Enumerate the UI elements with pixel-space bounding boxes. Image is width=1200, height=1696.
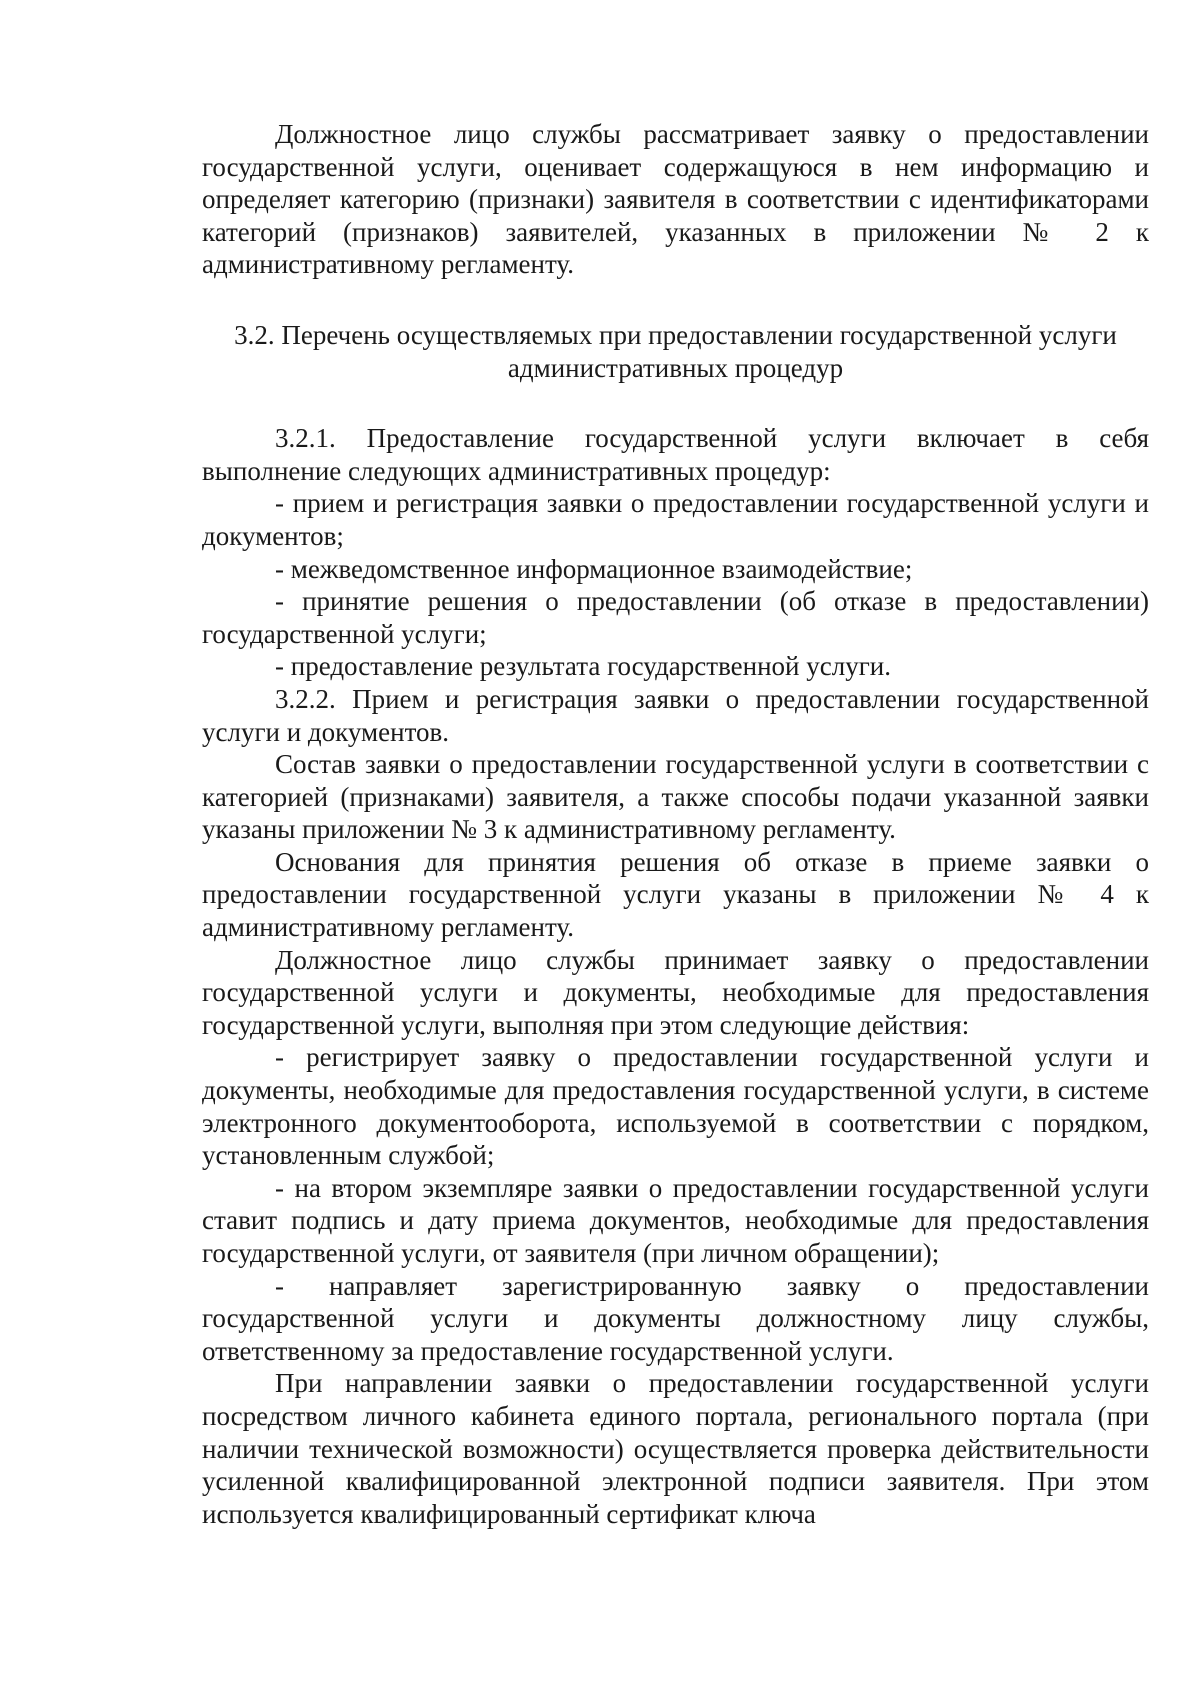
list-item-result: - предоставление результата государственной услуги.: [275, 651, 891, 682]
list-item-reception: - прием и регистрация заявки о предоставлении государственной услуги и документов;: [202, 488, 1149, 551]
list-item-decision: - принятие решения о предоставлении (об отказе в предоставлении) государственной услуги;: [202, 586, 1149, 649]
paragraph-official-accepts: Должностное лицо службы принимает заявку о предоставлении государственной услуги и документы, необходимые для предоставления государственной услуги, выполняя при этом следующие действия:: [202, 944, 1149, 1040]
list-item-signs-copy: - на втором экземпляре заявки о предоставлении государственной услуги ставит подпись и дату приема документов, необходимые для предоставления государственной услуги, от заявителя (при личном обращении);: [202, 1172, 1149, 1268]
list-item-interagency: - межведомственное информационное взаимодействие;: [275, 553, 913, 584]
list-item-forwards: - направляет зарегистрированную заявку о предоставлении государственной услуги и документы должностному лицу службы, ответственному за предоставление государственной услуги.: [202, 1270, 1149, 1366]
document-page: [202, 118, 1149, 1530]
paragraph-application-contents: Состав заявки о предоставлении государственной услуги в соответствии с категорией (признаками) заявителя, а также способы подачи указанной заявки указаны приложении № 3 к административному регламенту.: [202, 749, 1149, 845]
paragraph-3-2-1: 3.2.1. Предоставление государственной услуги включает в себя выполнение следующих административных процедур:: [202, 423, 1149, 486]
paragraph-3-2-2: 3.2.2. Прием и регистрация заявки о предоставлении государственной услуги и документов.: [202, 683, 1149, 747]
paragraph-electronic-submission: При направлении заявки о предоставлении государственной услуги посредством личного кабинета единого портала, регионального портала (при наличии технической возможности) осуществляется проверка действительности усиленной квалифицированной электронной подписи заявителя. При этом используется квалифицированный сертификат ключа: [202, 1368, 1149, 1529]
section-heading: 3.2. Перечень осуществляемых при предоставлении государственной услуги административных процедур: [234, 319, 1117, 383]
intro-paragraph: Должностное лицо службы рассматривает заявку о предоставлении государственной услуги, оценивает содержащуюся в нем информацию и определяет категорию (признаки) заявителя в соответствии с идентификаторами категорий (признаков) заявителей, указанных в приложении № 2 к административному регламенту.: [202, 119, 1149, 280]
paragraph-refusal-grounds: Основания для принятия решения об отказе в приеме заявки о предоставлении государственной услуги указаны в приложении № 4 к административному регламенту.: [202, 846, 1149, 943]
list-item-registers: - регистрирует заявку о предоставлении государственной услуги и документы, необходимые для предоставления государственной услуги, в системе электронного документооборота, используемой в соответствии с порядком, установленным службой;: [202, 1042, 1149, 1171]
